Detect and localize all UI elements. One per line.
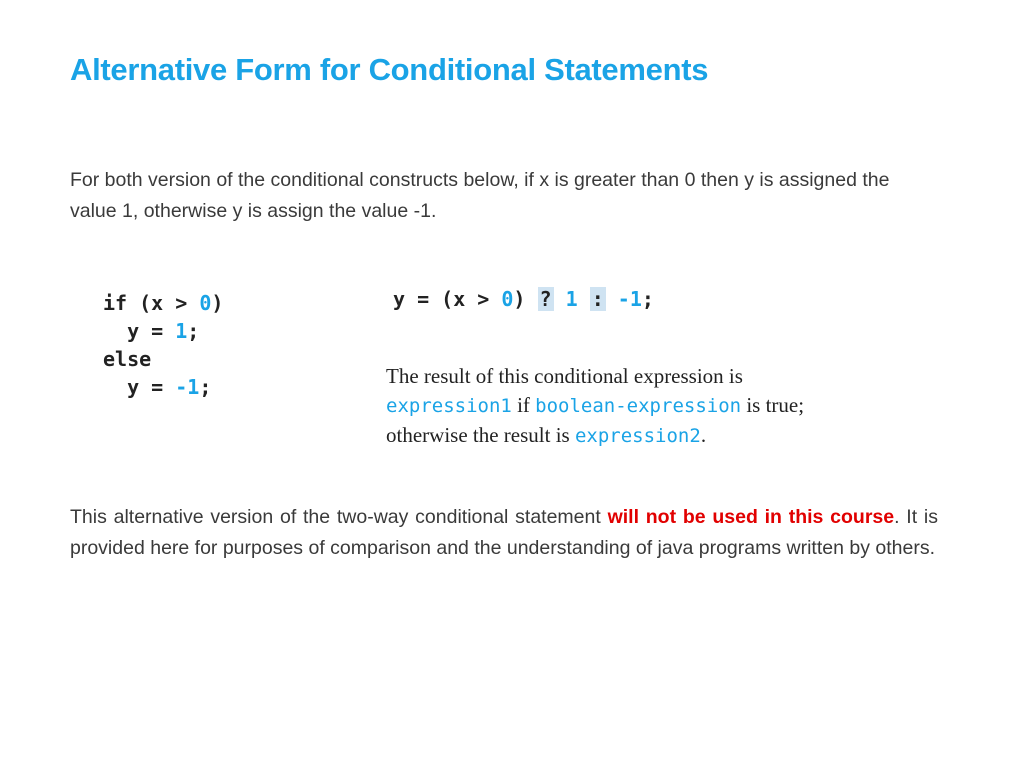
ternary-code-line [393,285,654,313]
code-line [103,373,223,401]
explanation-line [386,362,946,391]
ternary-explanation [386,362,946,451]
note-emphasis: will not be used in this course [607,506,895,528]
code-text: else [103,347,152,371]
note-text: . It is provided here for purposes of comparison and the understanding of java programs written by others. [70,506,938,559]
explanation-line [386,391,946,421]
note-paragraph [70,502,938,564]
code-line [103,345,223,373]
note-text: This alternative version of the two-way conditional statement [70,506,608,528]
code-text: ; [187,319,200,343]
explanation-text: if [511,393,536,417]
code-text: y = (x > [393,287,502,311]
code-literal: 0 [501,287,514,311]
code-text: y = [103,375,176,399]
code-line [103,317,223,345]
expression1-keyword: expression1 [386,395,512,417]
code-text: if (x > [103,291,200,315]
code-text: ; [199,375,212,399]
code-literal: 1 [565,287,578,311]
question-operator: ? [539,287,552,311]
code-literal: -1 [617,287,642,311]
colon-operator: : [591,287,604,311]
explanation-text: The result of this conditional expression is [386,364,743,388]
code-literal: 0 [199,291,212,315]
code-text: y = [103,319,176,343]
explanation-text: . [700,423,707,447]
boolean-expression-keyword: boolean-expression [535,395,742,417]
explanation-text: otherwise the result is [386,423,575,447]
code-line [103,289,223,317]
slide-title: Alternative Form for Conditional Statements [70,52,709,87]
code-text: ) [513,287,538,311]
code-literal: -1 [175,375,200,399]
explanation-line [386,421,946,451]
intro-paragraph: For both version of the conditional constructs below, if x is greater than 0 then y is assigned the value 1, otherwise y is assign the value -1. [70,169,890,222]
if-else-code-block [103,289,223,401]
code-text: ; [641,287,654,311]
explanation-text: is true; [741,393,805,417]
code-text: ) [211,291,224,315]
code-literal: 1 [175,319,188,343]
expression2-keyword: expression2 [574,425,701,447]
